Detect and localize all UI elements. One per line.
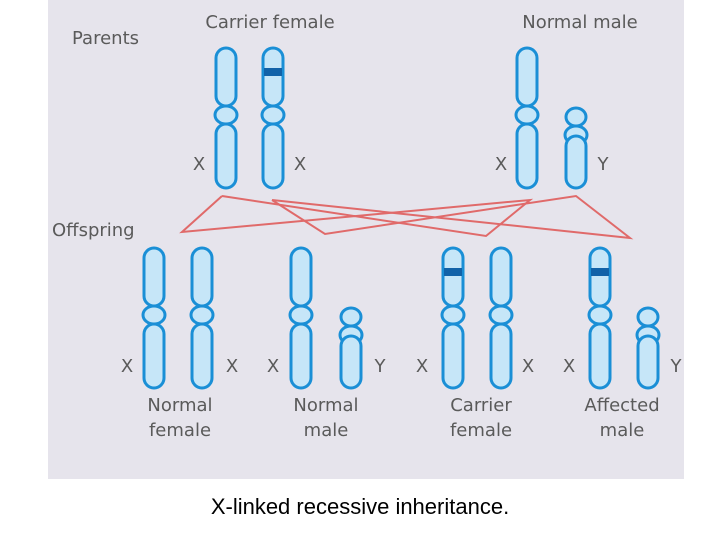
y-chromosome: [637, 308, 659, 388]
chromosome-group: [143, 48, 659, 388]
normal-male-parent-title: Normal male: [522, 12, 638, 33]
x-chromosome: [215, 48, 237, 188]
inheritance-cross-lines: [182, 196, 630, 238]
chromosome-label: X: [225, 356, 239, 377]
offspring-title-line1: Affected: [584, 395, 660, 416]
y-chromosome: [565, 108, 587, 188]
offspring-title-line2: male: [599, 420, 645, 441]
recessive-allele-band: [264, 68, 282, 76]
chromosome-label: X: [192, 154, 206, 175]
x-chromosome: [290, 248, 312, 388]
chromosome-arm: [566, 136, 586, 188]
chromosome-label: X: [415, 356, 429, 377]
chromosome-arm: [144, 324, 164, 388]
chromosome-arm: [517, 48, 537, 106]
chromosome-arm: [566, 108, 586, 126]
centromere: [490, 306, 512, 324]
offspring-title-line2: female: [148, 420, 212, 441]
x-chromosome: [516, 48, 538, 188]
centromere: [191, 306, 213, 324]
chromosome-arm: [192, 324, 212, 388]
chromosome-label: Y: [597, 154, 609, 175]
chromosome-label: Y: [670, 356, 682, 377]
x-chromosome: [490, 248, 512, 388]
centromere: [589, 306, 611, 324]
centromere: [143, 306, 165, 324]
chromosome-label: X: [293, 154, 307, 175]
chromosome-arm: [291, 248, 311, 306]
chromosome-arm: [341, 308, 361, 326]
centromere: [262, 106, 284, 124]
recessive-allele-band: [444, 268, 462, 276]
x-chromosome: [191, 248, 213, 388]
centromere: [516, 106, 538, 124]
parents-row-label: Parents: [72, 28, 139, 49]
chromosome-arm: [638, 336, 658, 388]
chromosome-arm: [517, 124, 537, 188]
chromosome-arm: [291, 324, 311, 388]
chromosome-label: X: [494, 154, 508, 175]
offspring-title-line2: female: [449, 420, 513, 441]
chromosome-label: X: [562, 356, 576, 377]
x-chromosome: [442, 248, 464, 388]
offspring-title-line1: Normal: [293, 395, 359, 416]
chromosome-arm: [216, 48, 236, 106]
carrier-female-parent-title: Carrier female: [205, 12, 335, 33]
offspring-row-label: Offspring: [52, 220, 135, 241]
chromosome-arm: [638, 308, 658, 326]
chromosome-arm: [443, 324, 463, 388]
chromosome-arm: [192, 248, 212, 306]
chromosome-arm: [443, 248, 463, 306]
centromere: [215, 106, 237, 124]
x-chromosome: [143, 248, 165, 388]
chromosome-label: X: [521, 356, 535, 377]
offspring-title-line1: Carrier: [450, 395, 512, 416]
chromosome-arm: [590, 324, 610, 388]
chromosome-arm: [216, 124, 236, 188]
y-chromosome: [340, 308, 362, 388]
x-chromosome: [589, 248, 611, 388]
chromosome-label: X: [120, 356, 134, 377]
offspring-title-line1: Normal: [147, 395, 213, 416]
chromosome-arm: [491, 324, 511, 388]
figure-caption: X-linked recessive inheritance.: [210, 494, 510, 519]
chromosome-label: Y: [374, 356, 386, 377]
offspring-title-line2: male: [303, 420, 349, 441]
chromosome-arm: [341, 336, 361, 388]
chromosome-arm: [491, 248, 511, 306]
chromosome-arm: [590, 248, 610, 306]
chromosome-arm: [263, 48, 283, 106]
centromere: [290, 306, 312, 324]
chromosome-arm: [263, 124, 283, 188]
recessive-allele-band: [591, 268, 609, 276]
x-chromosome: [262, 48, 284, 188]
centromere: [442, 306, 464, 324]
chromosome-label: X: [266, 356, 280, 377]
chromosome-arm: [144, 248, 164, 306]
